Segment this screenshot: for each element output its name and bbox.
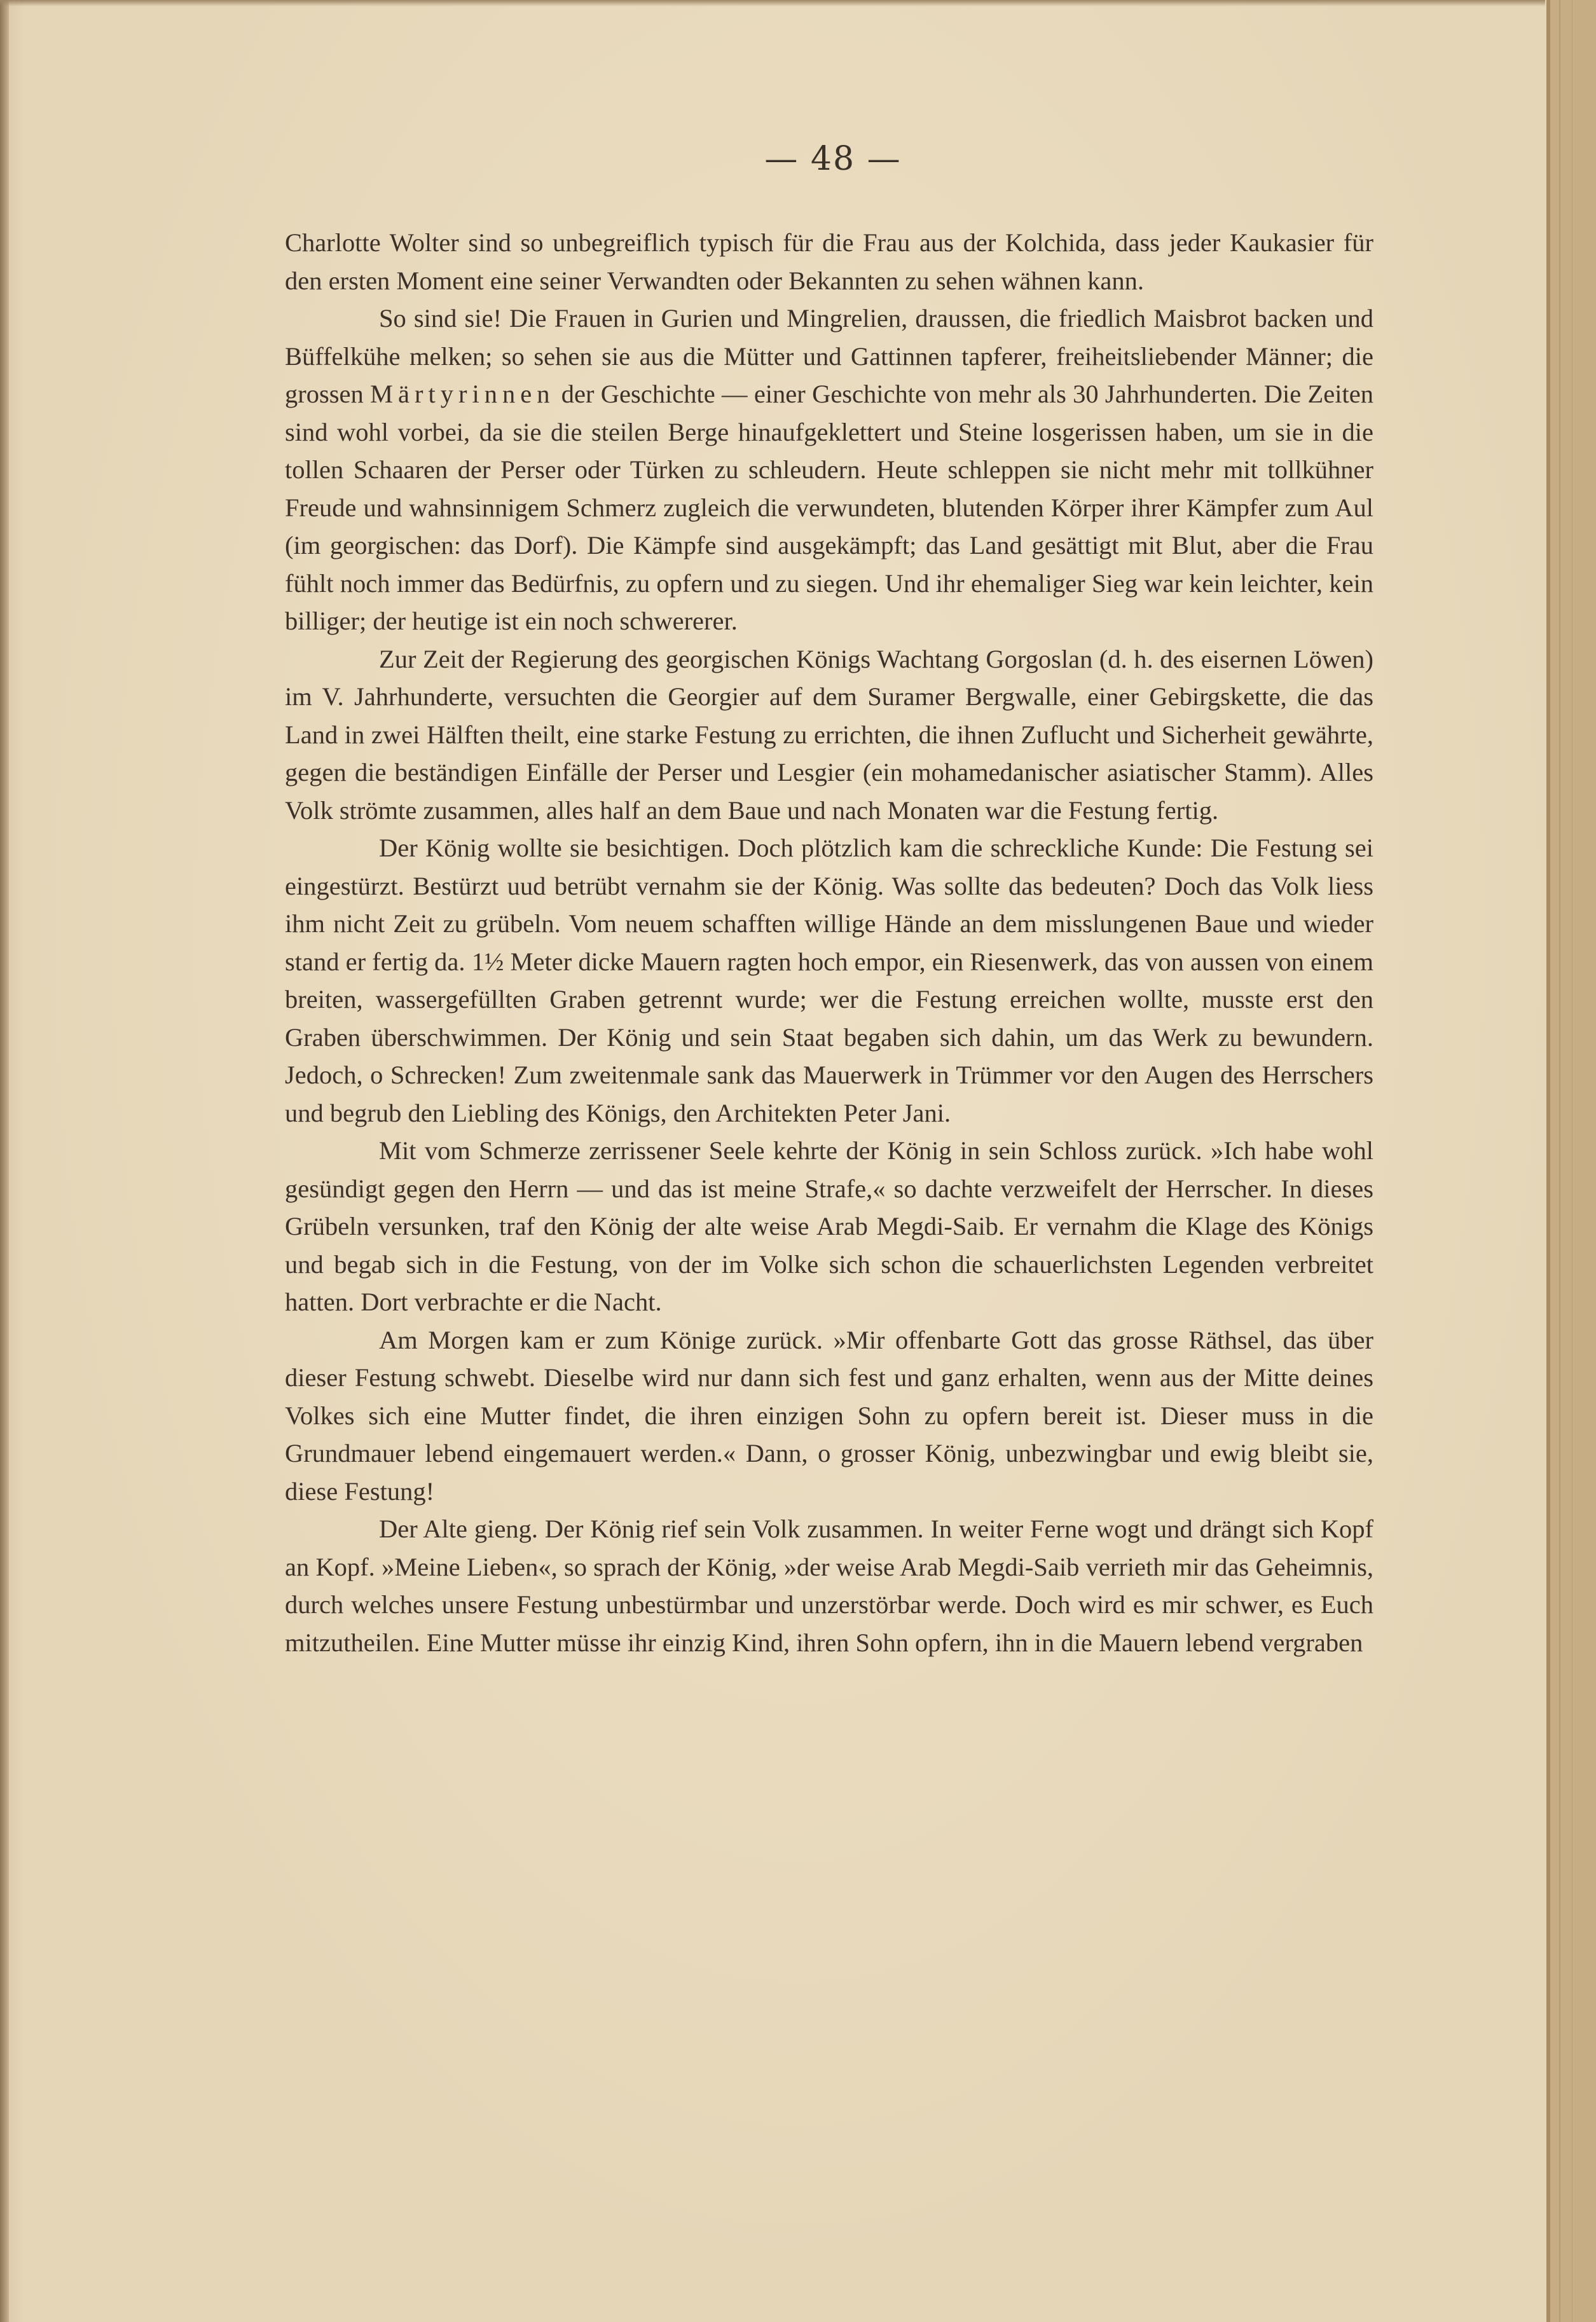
paragraph: Am Morgen kam er zum Könige zurück. »Mir offenbarte Gott das grosse Räthsel, das über dieser Festung schwebt. Dieselbe wird nur dann sich fest und ganz erhalten, wenn aus der Mitte deines Volkes sich eine Mutter findet, die ihren einzigen Sohn zu opfern bereit ist. Dieser muss in die Grundmauer lebend eingemauert werden.« Dann, o grosser König, unbezwingbar und ewig bleibt sie, diese Festung! bbox=[285, 1325, 1373, 1506]
body-text bbox=[285, 224, 1373, 1661]
page-number: — 48 — bbox=[764, 140, 902, 178]
paragraph: Der König wollte sie besichtigen. Doch plötzlich kam die schreckliche Kunde: Die Festung sei eingestürzt. Bestürzt uud betrübt vernahm sie der König. Was sollte das bedeuten? Doch das Volk liess ihm nicht Zeit zu grübeln. Vom neuem schafften willige Hände an dem misslungenen Baue und wieder stand er fertig da. 1½ Meter dicke Mauern ragten hoch empor, ein Riesenwerk, das von aussen von einem breiten, wassergefüllten Graben getrennt wurde; wer die Festung erreichen wollte, musste erst den Graben überschwimmen. Der König und sein Staat begaben sich dahin, um das Werk zu bewundern. Jedoch, o Schrecken! Zum zweitenmale sank das Mauerwerk in Trümmer vor den Augen des Herrschers und begrub den Liebling des Königs, den Architekten Peter Jani. bbox=[285, 834, 1373, 1127]
page-top-edge bbox=[0, 0, 1545, 6]
paragraph: Der Alte gieng. Der König rief sein Volk zusammen. In weiter Ferne wogt und drängt sich Kopf an Kopf. »Meine Lieben«, so sprach der König, »der weise Arab Megdi-Saib verrieth mir das Geheimnis, durch welches unsere Festung unbestürmbar und unzerstörbar werde. Doch wird es mir schwer, es Euch mitzutheilen. Eine Mutter müsse ihr einzig Kind, ihren Sohn opfern, ihn in die Mauern lebend vergraben bbox=[285, 1515, 1373, 1657]
adjacent-page-edge bbox=[1546, 0, 1596, 2322]
paragraph bbox=[285, 299, 1373, 640]
page-leaf-line bbox=[1559, 0, 1560, 2322]
emphasized-word: Märtyrinnen bbox=[370, 380, 555, 408]
page-left-edge bbox=[0, 0, 9, 2322]
paragraph-text: So sind sie! Die Frauen in Gurien und Mingrelien, draussen, die friedlich Maisbrot backen und Büffelkühe melken; so sehen sie aus die Mütter und Gattinnen tapferer, freiheitsliebender Männer; die grossen bbox=[285, 304, 1373, 408]
paragraph: Mit vom Schmerze zerrissener Seele kehrte der König in sein Schloss zurück. »Ich habe wohl gesündigt gegen den Herrn — und das ist meine Strafe,« so dachte verzweifelt der Herrscher. In dieses Grübeln versunken, traf den König der alte weise Arab Megdi-Saib. Er vernahm die Klage des Königs und begab sich in die Festung, von der im Volke sich schon die schauerlichsten Legenden verbreitet hatten. Dort verbrachte er die Nacht. bbox=[285, 1136, 1373, 1316]
paragraph: Zur Zeit der Regierung des georgischen Königs Wachtang Gorgoslan (d. h. des eisernen Löwen) im V. Jahrhunderte, versuchten die Georgier auf dem Suramer Bergwalle, einer Gebirgskette, die das Land in zwei Hälften theilt, eine starke Festung zu errichten, die ihnen Zuflucht und Sicherheit gewährte, gegen die beständigen Einfälle der Perser und Lesgier (ein mohamedanischer asiatischer Stamm). Alles Volk strömte zusammen, alles half an dem Baue und nach Monaten war die Festung fertig. bbox=[285, 644, 1373, 825]
paragraph-text: der Geschichte — einer Geschichte von mehr als 30 Jahrhunderten. Die Zeiten sind wohl vorbei, da sie die steilen Berge hinaufgeklettert und Steine losgerissen haben, um sie in die tollen Schaaren der Perser oder Türken zu schleudern. Heute schleppen sie nicht mehr mit tollkühner Freude und wahnsinnigem Schmerz zugleich die verwundeten, blutenden Körper ihrer Kämpfer zum Aul (im georgischen: das Dorf). Die Kämpfe sind ausgekämpft; das Land gesättigt mit Blut, aber die Frau fühlt noch immer das Bedürfnis, zu opfern und zu siegen. Und ihr ehemaliger Sieg war kein leichter, kein billiger; der heutige ist ein noch schwererer. bbox=[285, 380, 1373, 635]
paragraph: Charlotte Wolter sind so unbegreiflich typisch für die Frau aus der Kolchida, dass jeder Kaukasier für den ersten Moment eine seiner Verwandten oder Bekannten zu sehen wähnen kann. bbox=[285, 228, 1373, 295]
